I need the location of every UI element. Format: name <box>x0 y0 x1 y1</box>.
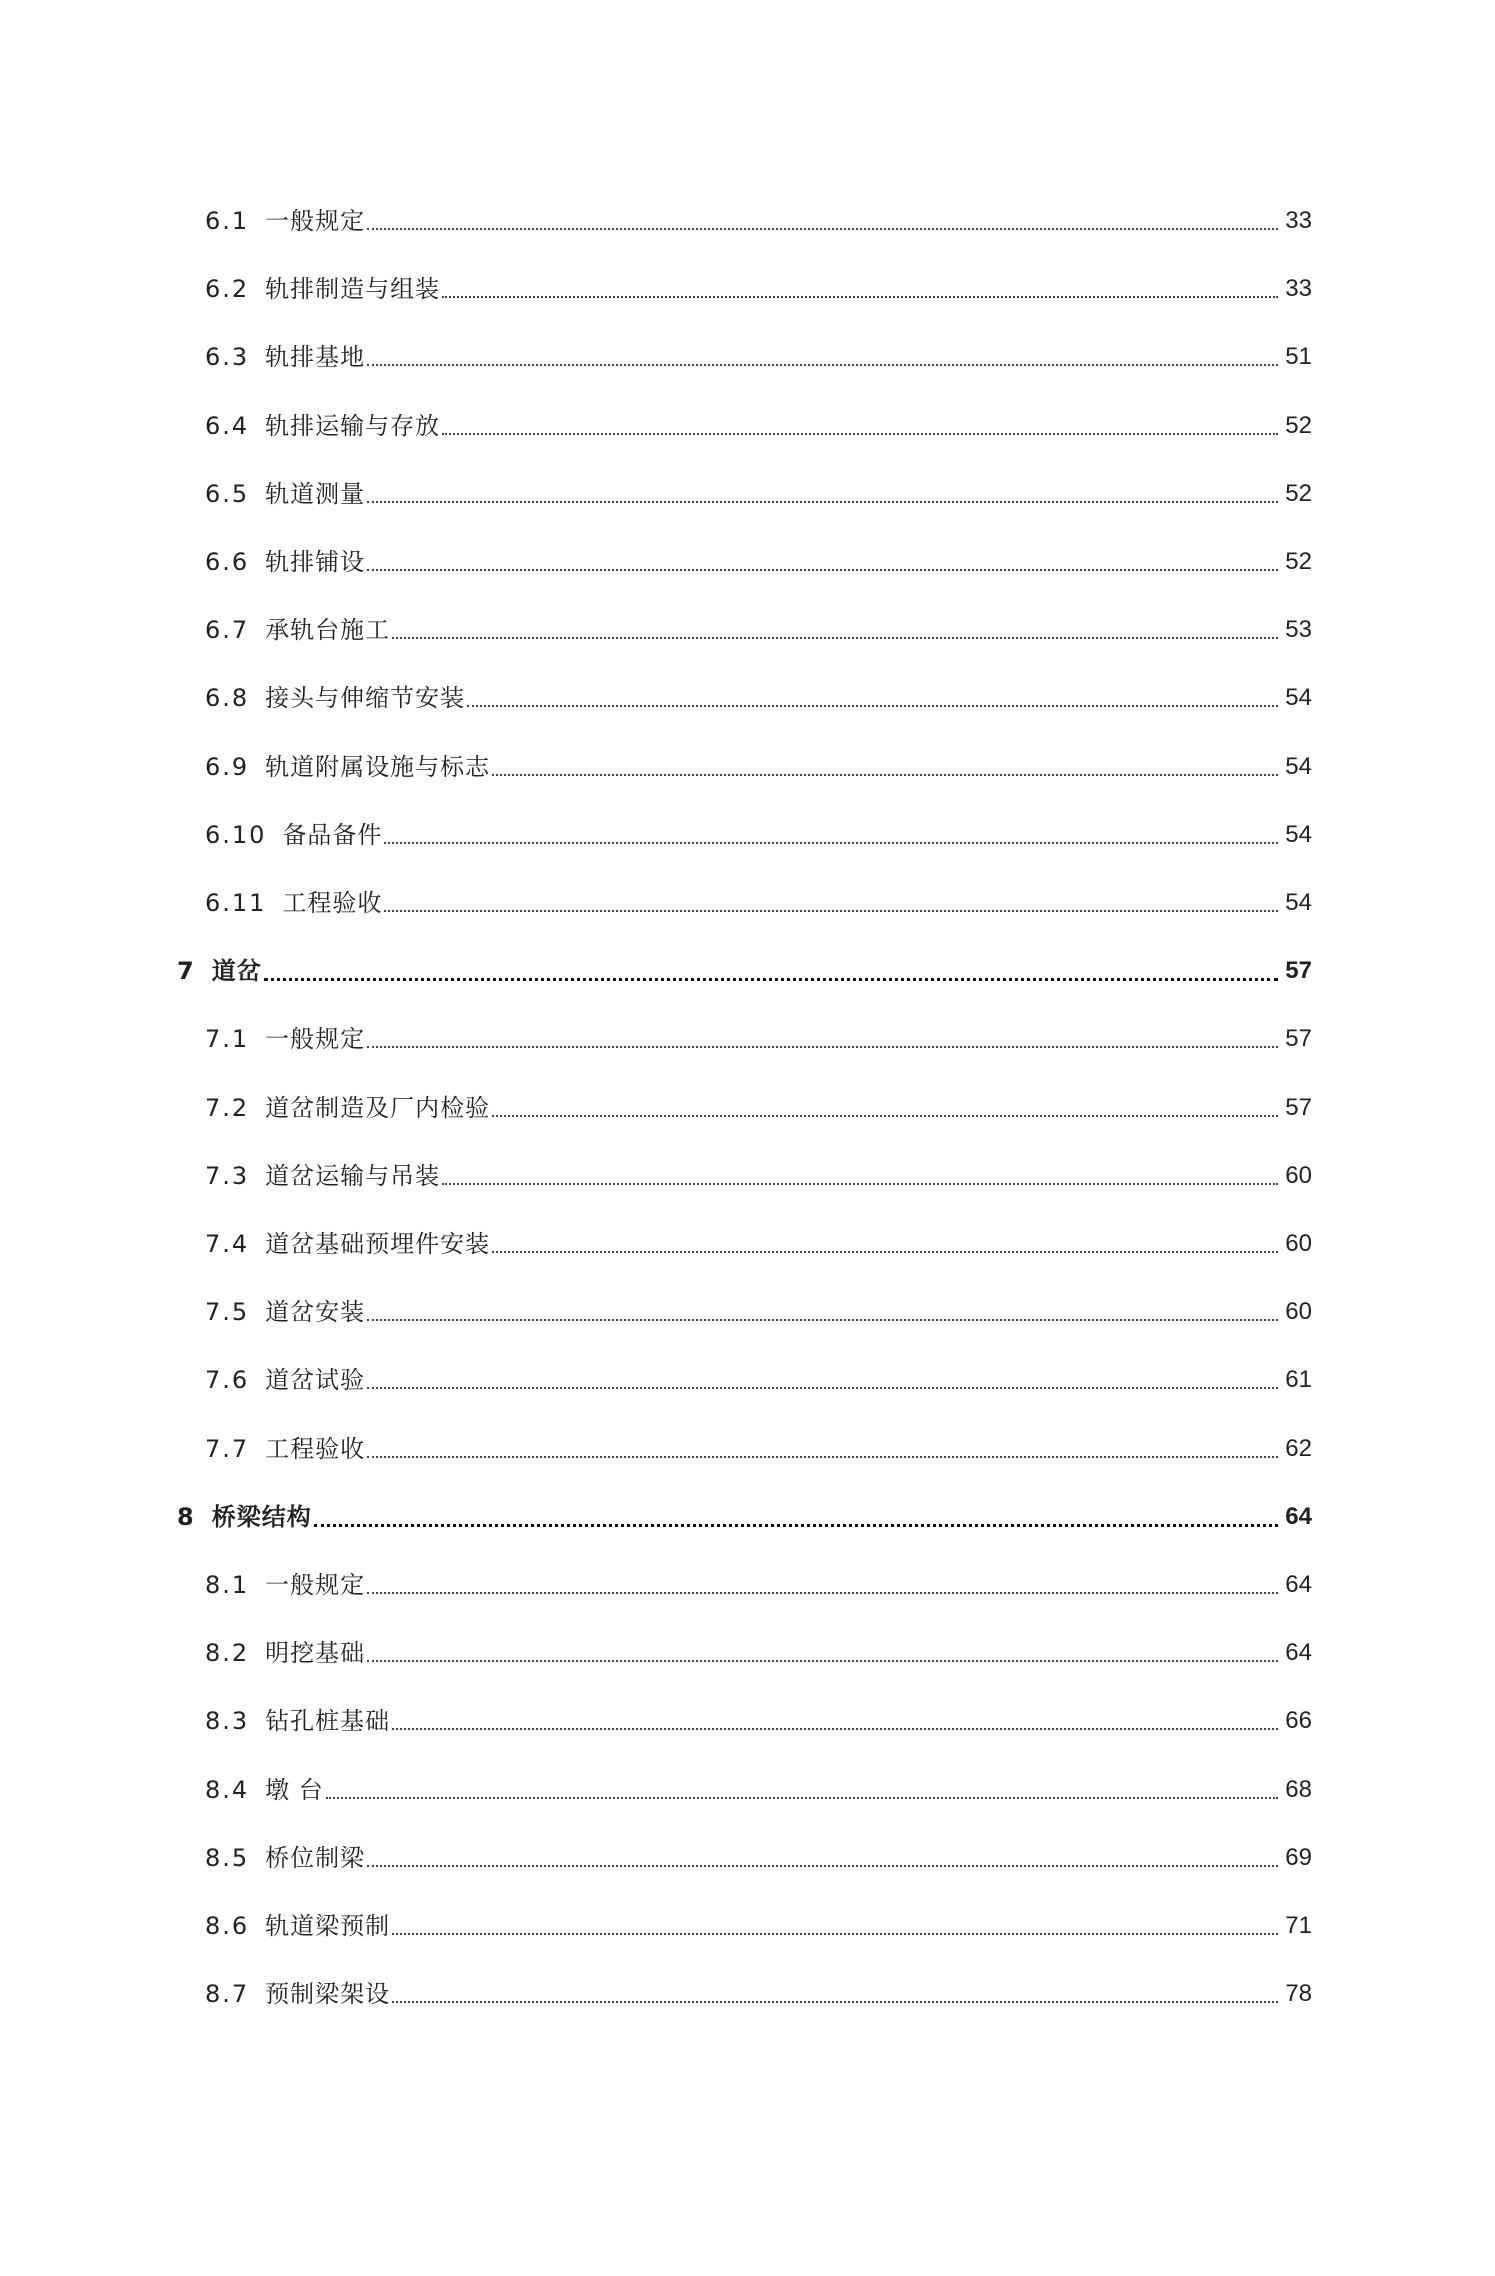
toc-entry-page-number: 78 <box>1285 1980 1312 2007</box>
toc-dot-leader <box>367 1865 1278 1867</box>
toc-entry-page-number: 57 <box>1285 1025 1312 1052</box>
toc-entry-page-number: 66 <box>1285 1707 1312 1734</box>
toc-dot-leader <box>442 1183 1278 1185</box>
toc-entry-number: 7.4 <box>205 1230 250 1258</box>
toc-dot-leader <box>467 705 1278 707</box>
toc-entry-page-number: 61 <box>1285 1366 1312 1393</box>
toc-entry-number: 8.2 <box>205 1639 250 1667</box>
toc-dot-leader <box>314 1524 1278 1527</box>
toc-dot-leader <box>367 1319 1278 1321</box>
toc-entry-title: 桥位制梁 <box>265 1844 366 1872</box>
toc-entry-page-number: 33 <box>1285 207 1312 234</box>
toc-entry-page-number: 54 <box>1285 889 1312 916</box>
toc-entry-title: 轨排运输与存放 <box>265 412 441 440</box>
toc-entry-title: 一般规定 <box>265 1025 366 1053</box>
toc-dot-leader <box>367 1046 1278 1048</box>
toc-entry-title: 一般规定 <box>265 1571 366 1599</box>
toc-entry-title: 轨道附属设施与标志 <box>265 753 491 781</box>
toc-entry-number: 8.5 <box>205 1844 250 1872</box>
toc-entry-number: 7.2 <box>205 1094 250 1122</box>
toc-entry-page-number: 52 <box>1285 480 1312 507</box>
toc-dot-leader <box>392 1728 1278 1730</box>
toc-dot-leader <box>442 296 1278 298</box>
toc-dot-leader <box>367 569 1278 571</box>
toc-entry-title: 道岔制造及厂内检验 <box>265 1094 491 1122</box>
toc-section-entry[interactable] <box>0 678 1312 718</box>
toc-entry-number: 6.4 <box>205 412 250 440</box>
toc-entry-title: 工程验收 <box>282 889 383 917</box>
toc-entry-title: 承轨台施工 <box>265 616 391 644</box>
toc-dot-leader <box>367 1387 1278 1389</box>
toc-entry-number: 6.5 <box>205 480 250 508</box>
toc-entry-title: 备品备件 <box>282 821 383 849</box>
toc-entry-title: 预制梁架设 <box>265 1980 391 2008</box>
toc-entry-page-number: 64 <box>1285 1639 1312 1666</box>
toc-dot-leader <box>367 501 1278 503</box>
toc-entry-title: 轨排制造与组装 <box>265 275 441 303</box>
toc-entry-page-number: 64 <box>1285 1503 1312 1530</box>
toc-entry-page-number: 57 <box>1285 957 1312 984</box>
toc-section-entry[interactable] <box>0 883 1312 923</box>
toc-entry-title: 钻孔桩基础 <box>265 1707 391 1735</box>
toc-entry-number: 6.1 <box>205 207 250 235</box>
toc-entry-page-number: 71 <box>1285 1912 1312 1939</box>
toc-chapter-entry[interactable] <box>0 951 1312 991</box>
toc-dot-leader <box>326 1797 1278 1799</box>
toc-section-entry[interactable] <box>0 542 1312 582</box>
toc-dot-leader <box>367 228 1278 230</box>
toc-entry-number: 6.7 <box>205 616 250 644</box>
toc-dot-leader <box>264 978 1278 981</box>
toc-entry-page-number: 69 <box>1285 1844 1312 1871</box>
toc-dot-leader <box>367 1592 1278 1594</box>
toc-dot-leader <box>367 364 1278 366</box>
toc-section-entry[interactable] <box>0 1974 1312 2014</box>
toc-entry-title: 道岔基础预埋件安装 <box>265 1230 491 1258</box>
toc-entry-title: 接头与伸缩节安装 <box>265 684 466 712</box>
toc-section-entry[interactable] <box>0 1429 1312 1469</box>
toc-entry-title: 轨道梁预制 <box>265 1912 391 1940</box>
toc-dot-leader <box>384 910 1278 912</box>
toc-entry-title: 道岔 <box>211 957 262 985</box>
toc-entry-number: 6.3 <box>205 343 250 371</box>
toc-section-entry[interactable] <box>0 1156 1312 1196</box>
toc-section-entry[interactable] <box>0 1906 1312 1946</box>
toc-chapter-entry[interactable] <box>0 1497 1312 1537</box>
toc-entry-page-number: 60 <box>1285 1298 1312 1325</box>
toc-entry-number: 6.9 <box>205 753 250 781</box>
toc-section-entry[interactable] <box>0 1224 1312 1264</box>
toc-entry-number: 7.3 <box>205 1162 250 1190</box>
toc-section-entry[interactable] <box>0 1701 1312 1741</box>
toc-section-entry[interactable] <box>0 474 1312 514</box>
toc-section-entry[interactable] <box>0 269 1312 309</box>
toc-section-entry[interactable] <box>0 201 1312 241</box>
toc-section-entry[interactable] <box>0 1565 1312 1605</box>
toc-section-entry[interactable] <box>0 610 1312 650</box>
toc-entry-title: 道岔试验 <box>265 1366 366 1394</box>
toc-entry-page-number: 68 <box>1285 1776 1312 1803</box>
toc-entry-number: 8.1 <box>205 1571 250 1599</box>
toc-entry-page-number: 54 <box>1285 753 1312 780</box>
toc-entry-number: 6.6 <box>205 548 250 576</box>
toc-entry-page-number: 52 <box>1285 412 1312 439</box>
toc-entry-title: 工程验收 <box>265 1435 366 1463</box>
toc-entry-page-number: 54 <box>1285 684 1312 711</box>
toc-entry-page-number: 62 <box>1285 1435 1312 1462</box>
toc-entry-page-number: 60 <box>1285 1162 1312 1189</box>
toc-dot-leader <box>392 2001 1278 2003</box>
toc-entry-page-number: 54 <box>1285 821 1312 848</box>
toc-entry-title: 桥梁结构 <box>211 1503 312 1531</box>
toc-entry-number: 8.3 <box>205 1707 250 1735</box>
toc-section-entry[interactable] <box>0 406 1312 446</box>
toc-dot-leader <box>367 1456 1278 1458</box>
toc-entry-number: 6.8 <box>205 684 250 712</box>
toc-dot-leader <box>367 1660 1278 1662</box>
toc-entry-title: 道岔安装 <box>265 1298 366 1326</box>
toc-entry-number: 8.7 <box>205 1980 250 2008</box>
toc-entry-title: 道岔运输与吊装 <box>265 1162 441 1190</box>
toc-section-entry[interactable] <box>0 1088 1312 1128</box>
toc-entry-page-number: 33 <box>1285 275 1312 302</box>
toc-entry-number: 7 <box>177 957 196 985</box>
toc-entry-number: 8.6 <box>205 1912 250 1940</box>
toc-section-entry[interactable] <box>0 1770 1312 1810</box>
toc-entry-title: 轨道测量 <box>265 480 366 508</box>
toc-section-entry[interactable] <box>0 1838 1312 1878</box>
toc-section-entry[interactable] <box>0 815 1312 855</box>
toc-section-entry[interactable] <box>0 1019 1312 1059</box>
toc-entry-number: 8 <box>177 1503 196 1531</box>
toc-entry-title: 轨排基地 <box>265 343 366 371</box>
toc-entry-page-number: 53 <box>1285 616 1312 643</box>
toc-section-entry[interactable] <box>0 1360 1312 1400</box>
toc-entry-title: 明挖基础 <box>265 1639 366 1667</box>
toc-section-entry[interactable] <box>0 337 1312 377</box>
toc-dot-leader <box>492 1251 1278 1253</box>
toc-entry-page-number: 52 <box>1285 548 1312 575</box>
toc-dot-leader <box>442 433 1278 435</box>
toc-entry-number: 6.10 <box>205 821 267 849</box>
toc-dot-leader <box>492 774 1278 776</box>
toc-section-entry[interactable] <box>0 747 1312 787</box>
toc-entry-page-number: 64 <box>1285 1571 1312 1598</box>
toc-entry-page-number: 60 <box>1285 1230 1312 1257</box>
toc-entry-number: 6.2 <box>205 275 250 303</box>
toc-dot-leader <box>384 842 1278 844</box>
toc-dot-leader <box>492 1115 1278 1117</box>
toc-section-entry[interactable] <box>0 1292 1312 1332</box>
toc-dot-leader <box>392 1933 1278 1935</box>
toc-entry-page-number: 57 <box>1285 1094 1312 1121</box>
toc-entry-number: 7.6 <box>205 1366 250 1394</box>
toc-entry-number: 8.4 <box>205 1776 250 1804</box>
toc-entry-title: 墩 台 <box>265 1776 324 1804</box>
toc-entry-title: 轨排铺设 <box>265 548 366 576</box>
toc-entry-title: 一般规定 <box>265 207 366 235</box>
toc-entry-number: 6.11 <box>205 889 267 917</box>
toc-section-entry[interactable] <box>0 1633 1312 1673</box>
toc-entry-number: 7.1 <box>205 1025 250 1053</box>
toc-entry-number: 7.7 <box>205 1435 250 1463</box>
toc-entry-number: 7.5 <box>205 1298 250 1326</box>
toc-dot-leader <box>392 637 1278 639</box>
toc-entry-page-number: 51 <box>1285 343 1312 370</box>
